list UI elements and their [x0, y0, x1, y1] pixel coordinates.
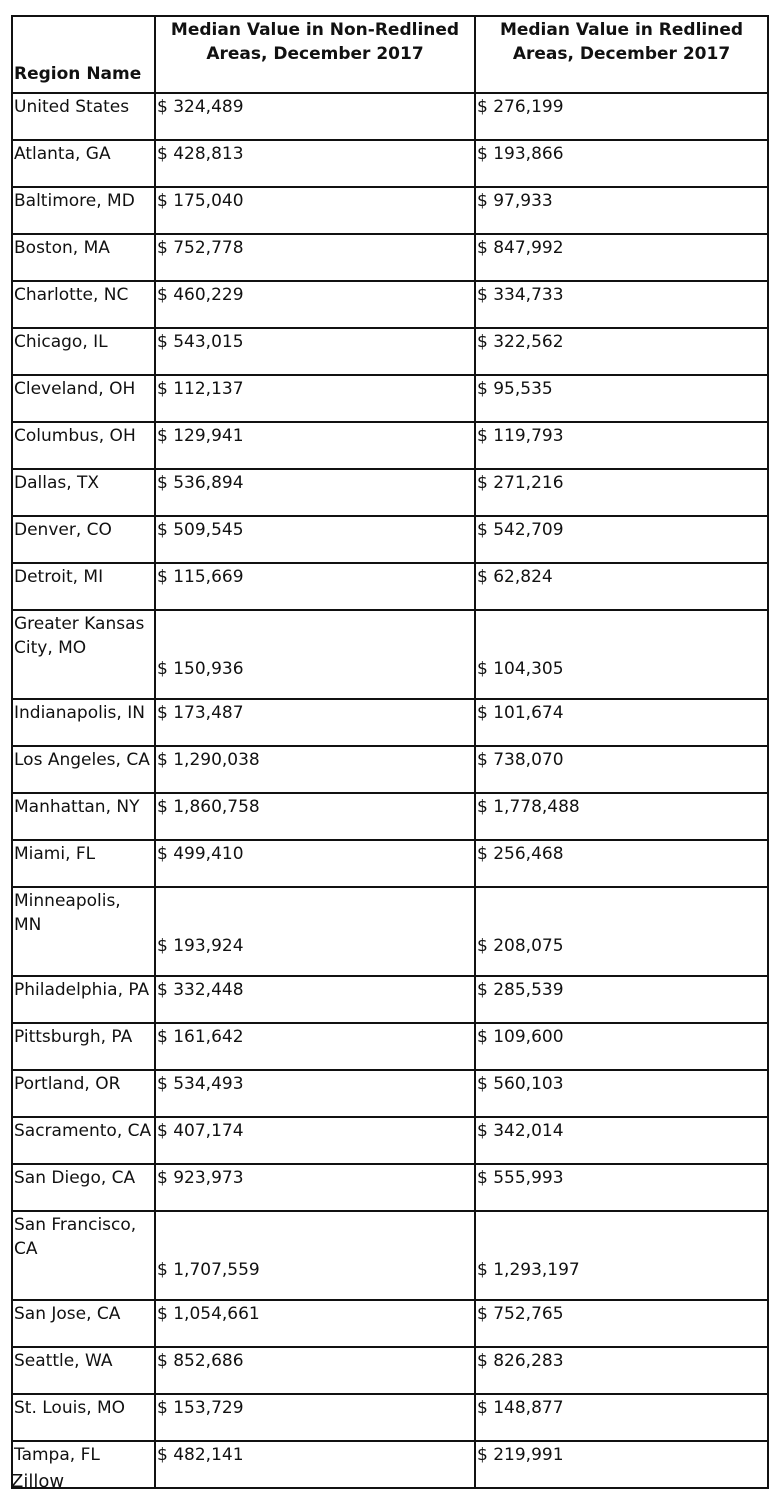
table-row	[12, 793, 768, 840]
redlined-value-cell: $ 826,283	[475, 1347, 768, 1394]
non-redlined-value-cell: $ 173,487	[155, 699, 475, 746]
non-redlined-value-cell: $ 175,040	[155, 187, 475, 234]
table-row	[12, 1211, 768, 1300]
redlined-value-cell: $ 101,674	[475, 699, 768, 746]
region-cell: Tampa, FL	[12, 1441, 155, 1488]
redlined-value-cell: $ 847,992	[475, 234, 768, 281]
region-cell: Pittsburgh, PA	[12, 1023, 155, 1070]
source-caption: Zillow	[11, 1471, 65, 1492]
table-row	[12, 610, 768, 699]
region-cell: Atlanta, GA	[12, 140, 155, 187]
table-row	[12, 1394, 768, 1441]
region-cell: Baltimore, MD	[12, 187, 155, 234]
header-redlined: Median Value in Redlined Areas, December 2017	[475, 16, 768, 93]
non-redlined-value-cell: $ 543,015	[155, 328, 475, 375]
region-cell: St. Louis, MO	[12, 1394, 155, 1441]
table-row	[12, 746, 768, 793]
redlined-value-cell: $ 752,765	[475, 1300, 768, 1347]
region-cell: United States	[12, 93, 155, 140]
redlined-value-cell: $ 276,199	[475, 93, 768, 140]
non-redlined-value-cell: $ 112,137	[155, 375, 475, 422]
region-cell: San Diego, CA	[12, 1164, 155, 1211]
region-cell: Seattle, WA	[12, 1347, 155, 1394]
non-redlined-value-cell: $ 852,686	[155, 1347, 475, 1394]
table-row	[12, 1117, 768, 1164]
non-redlined-value-cell: $ 129,941	[155, 422, 475, 469]
region-cell: San Francisco, CA	[12, 1211, 155, 1300]
table-row	[12, 976, 768, 1023]
redlined-value-cell: $ 109,600	[475, 1023, 768, 1070]
region-cell: Dallas, TX	[12, 469, 155, 516]
table-row	[12, 887, 768, 976]
median-value-table	[11, 15, 769, 1489]
non-redlined-value-cell: $ 324,489	[155, 93, 475, 140]
redlined-value-cell: $ 208,075	[475, 887, 768, 976]
table-row	[12, 140, 768, 187]
region-cell: Portland, OR	[12, 1070, 155, 1117]
region-cell: Denver, CO	[12, 516, 155, 563]
non-redlined-value-cell: $ 407,174	[155, 1117, 475, 1164]
redlined-value-cell: $ 104,305	[475, 610, 768, 699]
region-cell: Cleveland, OH	[12, 375, 155, 422]
non-redlined-value-cell: $ 499,410	[155, 840, 475, 887]
redlined-value-cell: $ 119,793	[475, 422, 768, 469]
redlined-value-cell: $ 271,216	[475, 469, 768, 516]
table-row	[12, 328, 768, 375]
region-cell: San Jose, CA	[12, 1300, 155, 1347]
non-redlined-value-cell: $ 460,229	[155, 281, 475, 328]
non-redlined-value-cell: $ 153,729	[155, 1394, 475, 1441]
table-row	[12, 281, 768, 328]
redlined-value-cell: $ 555,993	[475, 1164, 768, 1211]
table-row	[12, 93, 768, 140]
table-row	[12, 1023, 768, 1070]
table-body	[12, 93, 768, 1488]
non-redlined-value-cell: $ 482,141	[155, 1441, 475, 1488]
redlined-value-cell: $ 738,070	[475, 746, 768, 793]
table-row	[12, 469, 768, 516]
non-redlined-value-cell: $ 150,936	[155, 610, 475, 699]
non-redlined-value-cell: $ 1,290,038	[155, 746, 475, 793]
region-cell: Philadelphia, PA	[12, 976, 155, 1023]
redlined-value-cell: $ 1,293,197	[475, 1211, 768, 1300]
region-cell: Greater Kansas City, MO	[12, 610, 155, 699]
table-row	[12, 234, 768, 281]
redlined-value-cell: $ 342,014	[475, 1117, 768, 1164]
table-row	[12, 563, 768, 610]
non-redlined-value-cell: $ 332,448	[155, 976, 475, 1023]
redlined-value-cell: $ 1,778,488	[475, 793, 768, 840]
non-redlined-value-cell: $ 428,813	[155, 140, 475, 187]
non-redlined-value-cell: $ 534,493	[155, 1070, 475, 1117]
header-region-name: Region Name	[12, 16, 155, 93]
non-redlined-value-cell: $ 161,642	[155, 1023, 475, 1070]
non-redlined-value-cell: $ 509,545	[155, 516, 475, 563]
redlined-value-cell: $ 542,709	[475, 516, 768, 563]
redlined-value-cell: $ 193,866	[475, 140, 768, 187]
region-cell: Manhattan, NY	[12, 793, 155, 840]
region-cell: Sacramento, CA	[12, 1117, 155, 1164]
header-non-redlined: Median Value in Non-Redlined Areas, December 2017	[155, 16, 475, 93]
region-cell: Minneapolis, MN	[12, 887, 155, 976]
redlined-value-cell: $ 219,991	[475, 1441, 768, 1488]
region-cell: Indianapolis, IN	[12, 699, 155, 746]
non-redlined-value-cell: $ 193,924	[155, 887, 475, 976]
redlined-value-cell: $ 334,733	[475, 281, 768, 328]
non-redlined-value-cell: $ 752,778	[155, 234, 475, 281]
header-row	[12, 16, 768, 93]
table-row	[12, 516, 768, 563]
redlined-value-cell: $ 560,103	[475, 1070, 768, 1117]
table-row	[12, 699, 768, 746]
table-row	[12, 375, 768, 422]
non-redlined-value-cell: $ 1,707,559	[155, 1211, 475, 1300]
redlined-value-cell: $ 285,539	[475, 976, 768, 1023]
redlined-value-cell: $ 97,933	[475, 187, 768, 234]
redlined-value-cell: $ 62,824	[475, 563, 768, 610]
table-row	[12, 422, 768, 469]
non-redlined-value-cell: $ 1,054,661	[155, 1300, 475, 1347]
region-cell: Chicago, IL	[12, 328, 155, 375]
table-row	[12, 1441, 768, 1488]
table-row	[12, 187, 768, 234]
region-cell: Charlotte, NC	[12, 281, 155, 328]
region-cell: Columbus, OH	[12, 422, 155, 469]
redlined-value-cell: $ 95,535	[475, 375, 768, 422]
table-row	[12, 1164, 768, 1211]
region-cell: Detroit, MI	[12, 563, 155, 610]
table-row	[12, 1347, 768, 1394]
table-row	[12, 1300, 768, 1347]
table-row	[12, 840, 768, 887]
non-redlined-value-cell: $ 923,973	[155, 1164, 475, 1211]
redlined-value-cell: $ 148,877	[475, 1394, 768, 1441]
table-row	[12, 1070, 768, 1117]
region-cell: Boston, MA	[12, 234, 155, 281]
non-redlined-value-cell: $ 115,669	[155, 563, 475, 610]
redlined-value-cell: $ 256,468	[475, 840, 768, 887]
non-redlined-value-cell: $ 536,894	[155, 469, 475, 516]
region-cell: Miami, FL	[12, 840, 155, 887]
non-redlined-value-cell: $ 1,860,758	[155, 793, 475, 840]
redlined-value-cell: $ 322,562	[475, 328, 768, 375]
region-cell: Los Angeles, CA	[12, 746, 155, 793]
